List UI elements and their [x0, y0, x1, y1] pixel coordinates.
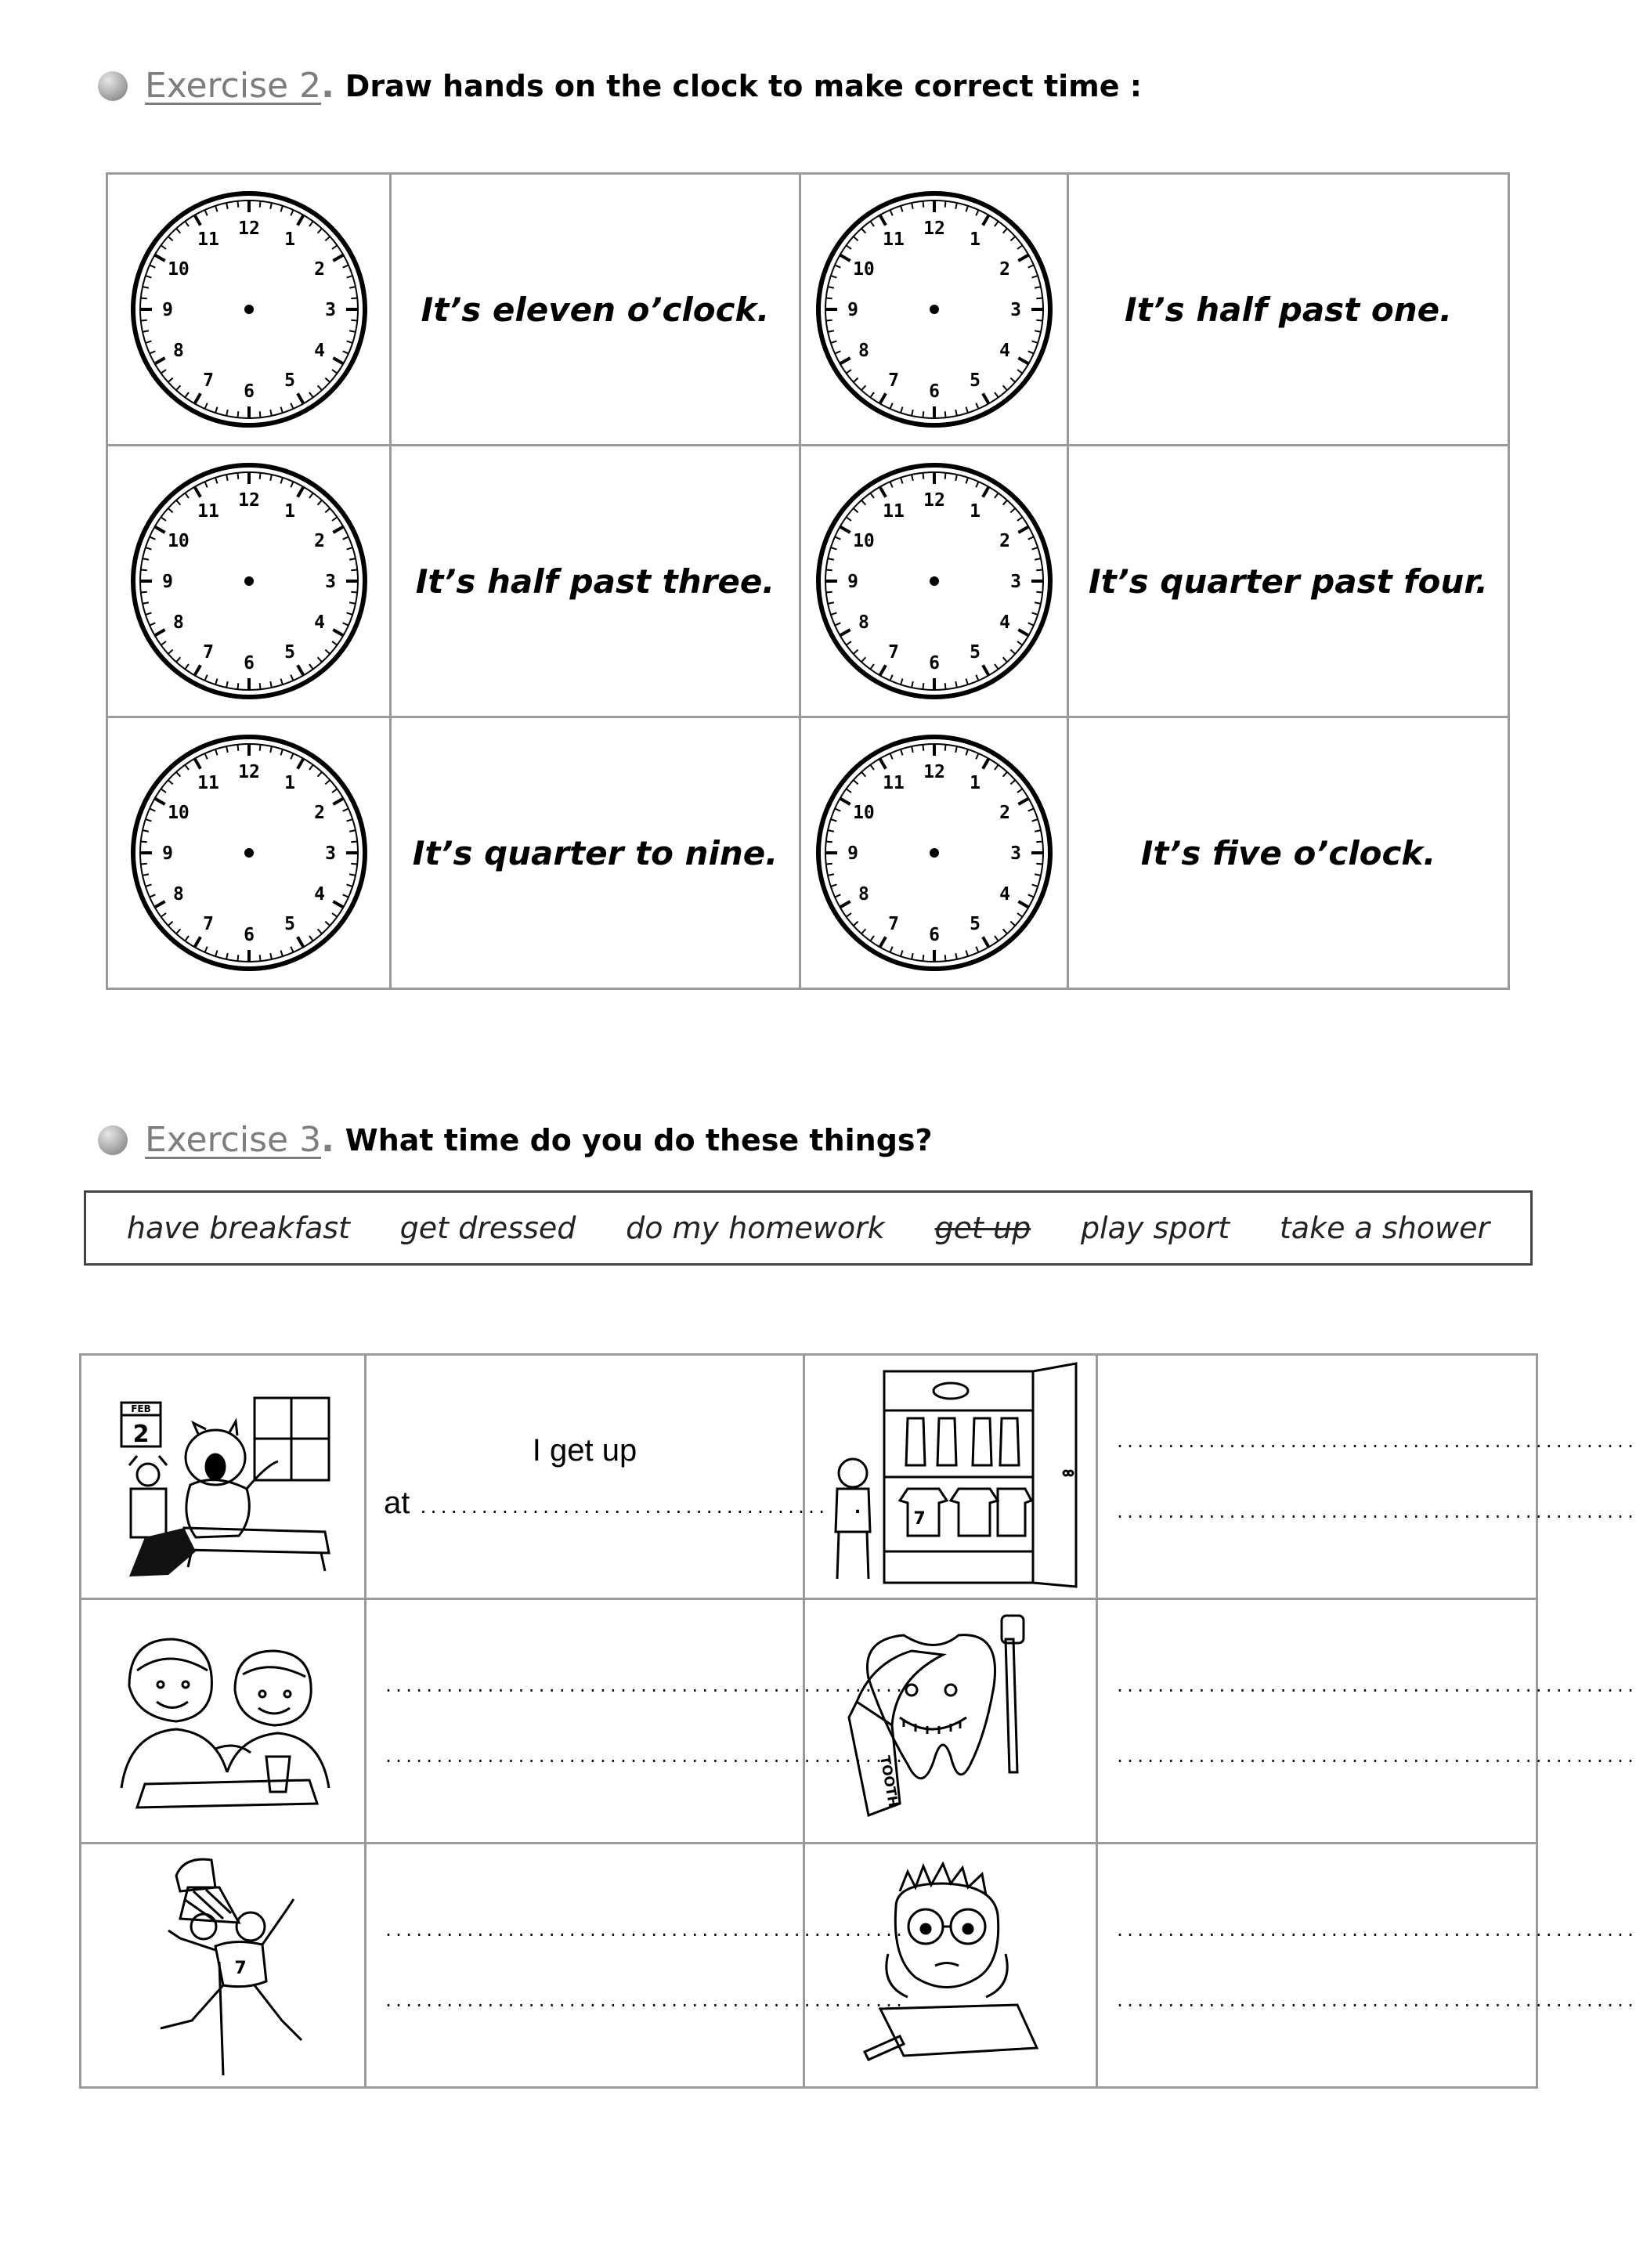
clock-tick — [140, 864, 146, 865]
clock-number: 1 — [284, 500, 295, 522]
clock-number: 11 — [197, 229, 219, 250]
clock-number: 12 — [923, 218, 945, 239]
time-phrase-cell — [391, 446, 800, 717]
clock-number: 7 — [202, 370, 214, 392]
time-phrase: It’s half past one. — [1124, 290, 1453, 329]
clock-tick — [140, 592, 146, 593]
time-phrase: It’s eleven o’clock. — [421, 290, 770, 329]
picture-cell — [804, 1844, 1097, 2088]
clock-tick — [237, 683, 238, 689]
answer-line[interactable]: ................................................... — [1115, 1746, 1636, 1766]
clock-tick — [825, 841, 832, 842]
clock-number: 3 — [1009, 300, 1021, 320]
word-bank-item: take a shower — [1279, 1211, 1490, 1245]
clock-number: 10 — [167, 803, 190, 823]
time-phrase: It’s quarter to nine. — [412, 833, 778, 872]
clock-number: 6 — [928, 925, 940, 945]
clock-number: 12 — [237, 490, 260, 511]
clock-number: 11 — [197, 772, 219, 793]
sentence-period: . — [853, 1485, 862, 1520]
clock-tick — [351, 592, 357, 593]
clock-number: 4 — [999, 612, 1010, 633]
shirt-number-text: 7 — [912, 1508, 926, 1529]
clock-tick — [259, 745, 260, 751]
time-phrase-cell — [391, 717, 800, 989]
clock-number: 5 — [969, 370, 981, 392]
picture-cell — [81, 1599, 366, 1844]
clock-center-dot — [244, 305, 254, 314]
clock-tick — [944, 745, 945, 751]
answer-cell[interactable] — [366, 1844, 905, 2088]
picture-cell — [804, 1355, 1097, 1599]
exercise-2-dot: . — [321, 66, 334, 106]
clock-center-dot — [930, 848, 939, 858]
clock-number: 8 — [172, 341, 184, 361]
clock-number: 7 — [887, 642, 899, 663]
clock-number: 11 — [882, 500, 905, 522]
clock-number: 5 — [969, 642, 981, 663]
clock-number: 10 — [852, 803, 875, 823]
clock-number: 4 — [999, 341, 1010, 361]
clock-number: 7 — [887, 370, 899, 392]
answer-line[interactable]: ................................................... — [384, 1920, 905, 1940]
word-bank-item-used: get up — [934, 1211, 1031, 1245]
clock-number: 9 — [161, 843, 173, 864]
at-word: at — [384, 1485, 410, 1520]
clock-number: 8 — [172, 884, 184, 905]
clock-number: 4 — [313, 341, 325, 361]
clock-number: 6 — [928, 653, 940, 674]
basketball-player-illustration — [106, 1852, 341, 2079]
clock-table — [106, 172, 1510, 990]
clock-number: 2 — [999, 259, 1010, 280]
answer-line[interactable]: ................................................... — [384, 1991, 905, 2010]
exercise-2-instruction: Draw hands on the clock to make correct time : — [345, 68, 1142, 103]
example-sentence: I get up — [532, 1432, 637, 1468]
clock-tick — [259, 955, 260, 961]
picture-cell — [804, 1599, 1097, 1844]
picture-cell — [81, 1355, 366, 1599]
clock-number: 2 — [999, 803, 1010, 823]
clock-tick — [140, 841, 146, 842]
clock-number: 9 — [847, 300, 858, 320]
time-phrase-cell — [1068, 446, 1509, 717]
word-bank-item: do my homework — [626, 1211, 885, 1245]
clock-face-icon[interactable] — [813, 731, 1056, 974]
clock-cell[interactable] — [107, 717, 391, 989]
clock-number: 12 — [923, 762, 945, 782]
time-phrase-cell — [391, 174, 800, 446]
clock-number: 4 — [313, 612, 325, 633]
clock-number: 12 — [237, 762, 260, 782]
clock-number: 3 — [324, 300, 336, 320]
clock-tick — [1036, 864, 1042, 865]
answer-line[interactable]: ................................................... — [1115, 1432, 1636, 1451]
clock-number: 11 — [197, 500, 219, 522]
clock-number: 2 — [999, 531, 1010, 551]
clock-tick — [944, 201, 945, 208]
activities-table — [79, 1353, 1636, 2089]
calendar-day-text: 2 — [132, 1420, 149, 1448]
clock-number: 1 — [969, 229, 981, 250]
clock-tick — [944, 683, 945, 689]
example-answer-line[interactable] — [367, 1485, 862, 1521]
clock-number: 9 — [847, 843, 858, 864]
boy-doing-homework-illustration — [833, 1852, 1068, 2079]
time-phrase: It’s five o’clock. — [1140, 833, 1436, 872]
answer-line[interactable]: ................................................... — [384, 1746, 905, 1766]
waking-up-bear-illustration — [98, 1371, 349, 1583]
clock-center-dot — [244, 576, 254, 586]
clock-cell[interactable] — [800, 174, 1068, 446]
clock-tick — [944, 955, 945, 961]
word-bank-item: play sport — [1080, 1211, 1230, 1245]
clock-number: 4 — [313, 884, 325, 905]
clock-number: 8 — [858, 884, 869, 905]
picture-cell — [81, 1844, 366, 2088]
clock-tick — [259, 473, 260, 479]
answer-line[interactable]: ................................................... — [1115, 1920, 1636, 1940]
clock-face-icon[interactable] — [128, 188, 370, 431]
clock-number: 2 — [313, 259, 325, 280]
clock-tick — [237, 955, 238, 961]
clock-tick — [825, 320, 832, 321]
clock-tick — [237, 201, 238, 208]
clock-number: 1 — [969, 500, 981, 522]
clock-tick — [237, 473, 238, 479]
clock-cell[interactable] — [800, 446, 1068, 717]
clock-face-icon[interactable] — [813, 188, 1056, 431]
word-bank-item: get dressed — [399, 1211, 576, 1245]
tooth-toothpaste-illustration — [825, 1608, 1076, 1835]
clock-number: 8 — [858, 341, 869, 361]
tube-label-text: TOOTH — [876, 1753, 901, 1808]
clock-tick — [1036, 592, 1042, 593]
clock-number: 12 — [237, 218, 260, 239]
clock-center-dot — [930, 576, 939, 586]
clock-center-dot — [244, 848, 254, 858]
time-phrase: It’s half past three. — [415, 562, 775, 601]
clock-number: 11 — [882, 229, 905, 250]
clock-number: 9 — [847, 572, 858, 592]
clock-number: 7 — [887, 914, 899, 935]
answer-line[interactable]: ................................................... — [1115, 1676, 1636, 1696]
clock-number: 8 — [858, 612, 869, 633]
clock-center-dot — [930, 305, 939, 314]
answer-cell[interactable] — [1097, 1599, 1636, 1844]
clock-tick — [1036, 569, 1042, 570]
clock-number: 6 — [243, 925, 255, 945]
clock-tick — [351, 569, 357, 570]
clock-number: 10 — [852, 259, 875, 280]
clock-number: 12 — [923, 490, 945, 511]
wardrobe-boy-illustration — [822, 1363, 1080, 1591]
exercise-3-heading — [98, 1120, 933, 1160]
clock-number: 5 — [284, 914, 295, 935]
clock-tick — [237, 411, 238, 417]
bullet-icon — [98, 1125, 128, 1155]
clock-number: 3 — [324, 572, 336, 592]
eating-breakfast-illustration — [98, 1616, 349, 1827]
answer-line[interactable]: ................................................... — [1115, 1502, 1636, 1522]
clock-number: 5 — [969, 914, 981, 935]
time-phrase: It’s quarter past four. — [1088, 562, 1488, 601]
clock-number: 9 — [161, 572, 173, 592]
clock-number: 2 — [313, 531, 325, 551]
clock-face-icon[interactable] — [813, 460, 1056, 702]
clock-tick — [1036, 320, 1042, 321]
clock-tick — [351, 320, 357, 321]
clock-tick — [1036, 841, 1042, 842]
clock-face-icon[interactable] — [128, 460, 370, 702]
exercise-3-dot: . — [321, 1120, 334, 1160]
bullet-icon — [98, 71, 128, 101]
clock-number: 10 — [167, 259, 190, 280]
clock-face-icon[interactable] — [128, 731, 370, 974]
time-phrase-cell — [1068, 174, 1509, 446]
clock-tick — [825, 569, 832, 570]
clock-number: 10 — [167, 531, 190, 551]
time-phrase-cell — [1068, 717, 1509, 989]
answer-cell[interactable] — [1097, 1355, 1636, 1599]
exercise-3-label: Exercise 3 — [145, 1120, 322, 1160]
clock-number: 1 — [284, 772, 295, 793]
clock-number: 6 — [243, 653, 255, 674]
clock-tick — [237, 745, 238, 751]
exercise-2-heading — [98, 66, 1142, 106]
clock-number: 9 — [161, 300, 173, 320]
clock-tick — [351, 864, 357, 865]
answer-cell[interactable] — [1097, 1844, 1636, 2088]
clock-tick — [259, 411, 260, 417]
clock-tick — [825, 864, 832, 865]
clock-number: 3 — [324, 843, 336, 864]
clock-number: 10 — [852, 531, 875, 551]
clock-number: 1 — [284, 229, 295, 250]
clock-number: 6 — [928, 381, 940, 402]
clock-number: 11 — [882, 772, 905, 793]
clock-cell[interactable] — [107, 174, 391, 446]
clock-number: 7 — [202, 642, 214, 663]
clock-number: 3 — [1009, 843, 1021, 864]
clock-number: 3 — [1009, 572, 1021, 592]
clock-number: 8 — [172, 612, 184, 633]
jersey-number-text: 7 — [233, 1958, 247, 1978]
clock-number: 5 — [284, 370, 295, 392]
example-answer-cell — [366, 1355, 862, 1599]
word-bank — [84, 1190, 1533, 1266]
clock-tick — [351, 841, 357, 842]
word-bank-item: have breakfast — [126, 1211, 350, 1245]
clock-tick — [140, 569, 146, 570]
clock-tick — [944, 411, 945, 417]
clock-tick — [944, 473, 945, 479]
clock-tick — [140, 320, 146, 321]
clock-tick — [259, 683, 260, 689]
clock-tick — [259, 201, 260, 208]
exercise-3-instruction: What time do you do these things? — [345, 1122, 933, 1157]
clock-number: 2 — [313, 803, 325, 823]
clock-number: 6 — [243, 381, 255, 402]
clock-cell[interactable] — [107, 446, 391, 717]
answer-blank[interactable]: ........................................ — [418, 1497, 828, 1517]
clock-number: 1 — [969, 772, 981, 793]
clock-cell[interactable] — [800, 717, 1068, 989]
clock-number: 5 — [284, 642, 295, 663]
exercise-2-label: Exercise 2 — [145, 66, 322, 106]
calendar-month-text: FEB — [130, 1403, 151, 1414]
clock-number: 7 — [202, 914, 214, 935]
answer-line[interactable]: ................................................... — [384, 1676, 905, 1696]
clock-tick — [825, 592, 832, 593]
answer-line[interactable]: ................................................... — [1115, 1991, 1636, 2010]
clock-number: 4 — [999, 884, 1010, 905]
